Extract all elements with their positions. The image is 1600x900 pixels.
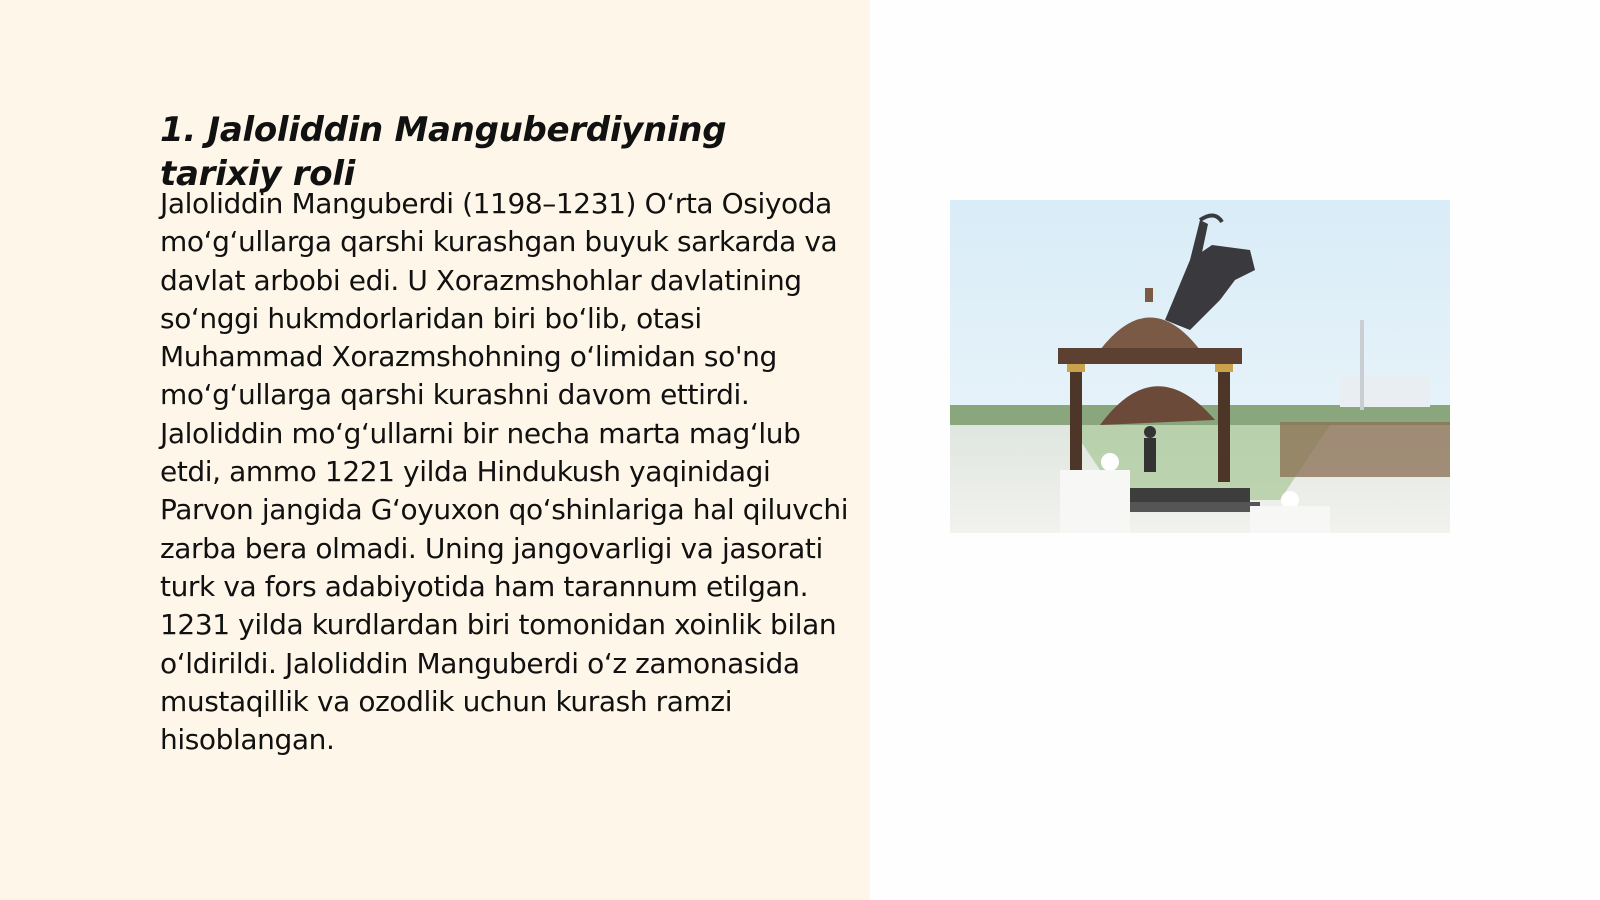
monument-photo-icon: [950, 200, 1450, 533]
monument-photo: [950, 200, 1450, 533]
slide-title: 1. Jaloliddin Manguberdiyning tarixiy roli: [160, 110, 727, 194]
slide-body-text: Jaloliddin Manguberdi (1198–1231) O‘rta Osiyoda mo‘g‘ullarga qarshi kurashgan buyuk sarkarda va davlat arbobi edi. U Xorazmshohlar davlatining so‘nggi hukmdorlaridan biri bo‘lib, otasi Muhammad Xorazmshohning o‘limidan so'ng mo‘g‘ullarga qarshi kurashni davom ettirdi. Jaloliddin mo‘g‘ullarni bir necha marta mag‘lub etdi, ammo 1221 yilda Hindukush yaqinidagi Parvon jangida G‘oyuxon qo‘shinlariga hal qiluvchi zarba bera olmadi. Uning jangovarligi va jasorati turk va fors adabiyotida ham tarannum etilgan. 1231 yilda kurdlardan biri tomonidan xoinlik bilan o‘ldirildi. Jaloliddin Manguberdi o‘z zamonasida mustaqillik va ozodlik uchun kurash ramzi hisoblangan.: [160, 187, 849, 757]
